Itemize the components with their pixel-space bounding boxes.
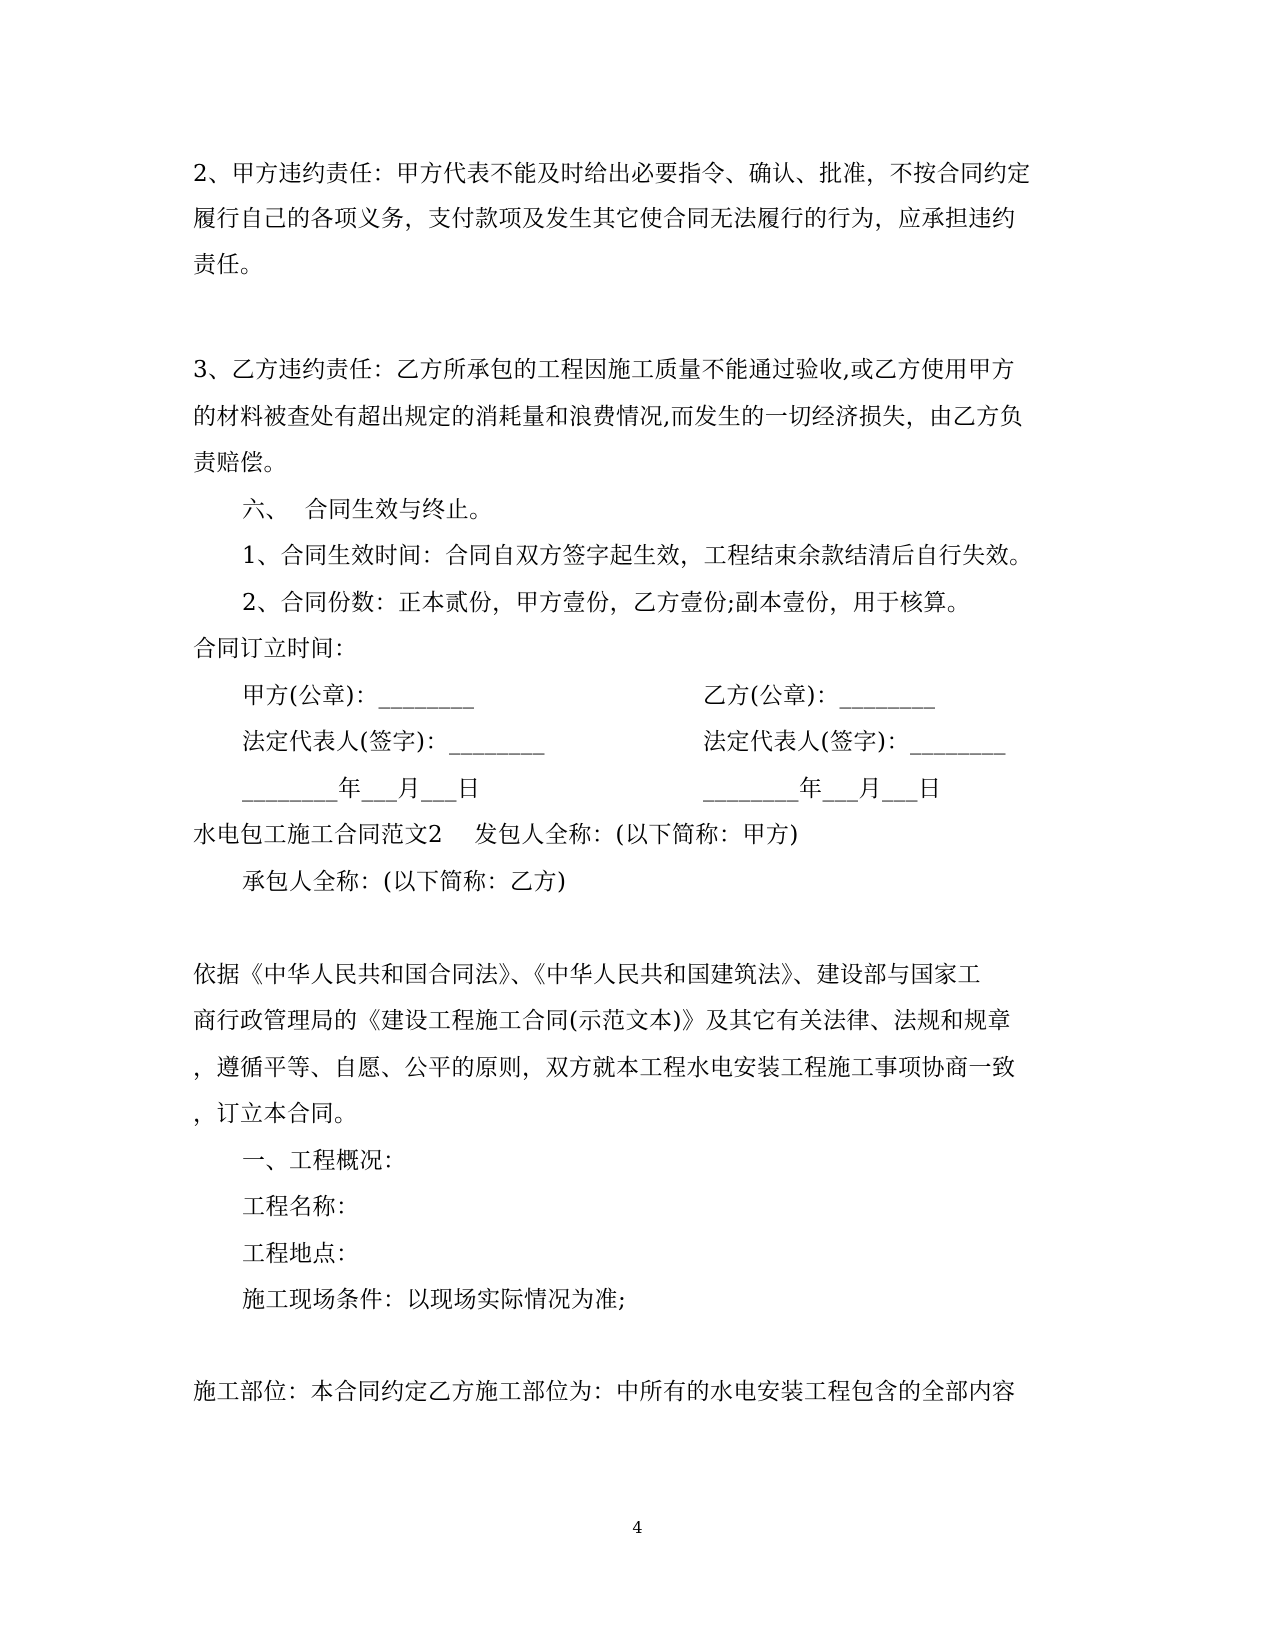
party-a-seal-field: 甲方(公章)：________ <box>242 683 475 709</box>
section-1-heading: 一、工程概况： <box>242 1148 407 1174</box>
signing-date-label: 合同订立时间： <box>193 636 358 662</box>
project-name-field: 工程名称： <box>242 1194 360 1220</box>
breach-clause-3-line-2: 的材料被查处有超出规定的消耗量和浪费情况,而发生的一切经济损失，由乙方负 <box>193 404 1024 430</box>
breach-clause-2-line-2: 履行自己的各项义务，支付款项及发生其它使合同无法履行的行为，应承担违约 <box>193 206 1016 232</box>
breach-clause-3-line-1: 3、乙方违约责任：乙方所承包的工程因施工质量不能通过验收,或乙方使用甲方 <box>193 357 1015 383</box>
project-location-field: 工程地点： <box>242 1241 360 1267</box>
construction-scope-line: 施工部位：本合同约定乙方施工部位为：中所有的水电安装工程包含的全部内容 <box>193 1379 1016 1405</box>
basis-paragraph-line-4: ，订立本合同。 <box>193 1101 358 1127</box>
site-conditions-field: 施工现场条件：以现场实际情况为准; <box>242 1287 627 1313</box>
contractor-name-line: 承包人全称：(以下简称：乙方) <box>242 869 567 895</box>
basis-paragraph-line-1: 依据《中华人民共和国合同法》、《中华人民共和国建筑法》、建设部与国家工 <box>193 962 981 988</box>
party-b-seal-field: 乙方(公章)：________ <box>703 683 936 709</box>
breach-clause-2-line-3: 责任。 <box>193 252 264 278</box>
party-b-representative-field: 法定代表人(签字)：________ <box>703 729 1006 755</box>
copies-clause: 2、合同份数：正本贰份，甲方壹份，乙方壹份;副本壹份，用于核算。 <box>242 590 971 616</box>
basis-paragraph-line-2: 商行政管理局的《建设工程施工合同(示范文本)》及其它有关法律、法规和规章 <box>193 1008 1011 1034</box>
party-a-representative-field: 法定代表人(签字)：________ <box>242 729 545 755</box>
breach-clause-2-line-1: 2、甲方违约责任：甲方代表不能及时给出必要指令、确认、批准，不按合同约定 <box>193 161 1031 187</box>
party-a-date-field: ________年___月___日 <box>242 776 481 802</box>
breach-clause-3-line-3: 责赔偿。 <box>193 450 287 476</box>
section-6-heading: 六、 合同生效与终止。 <box>242 497 493 523</box>
page-number: 4 <box>632 1518 643 1537</box>
contract-2-title-line: 水电包工施工合同范文2 发包人全称：(以下简称：甲方) <box>193 822 799 848</box>
basis-paragraph-line-3: ，遵循平等、自愿、公平的原则，双方就本工程水电安装工程施工事项协商一致 <box>193 1055 1016 1081</box>
effective-time-clause: 1、合同生效时间：合同自双方签字起生效，工程结束余款结清后自行失效。 <box>242 543 1033 569</box>
party-b-date-field: ________年___月___日 <box>703 776 942 802</box>
